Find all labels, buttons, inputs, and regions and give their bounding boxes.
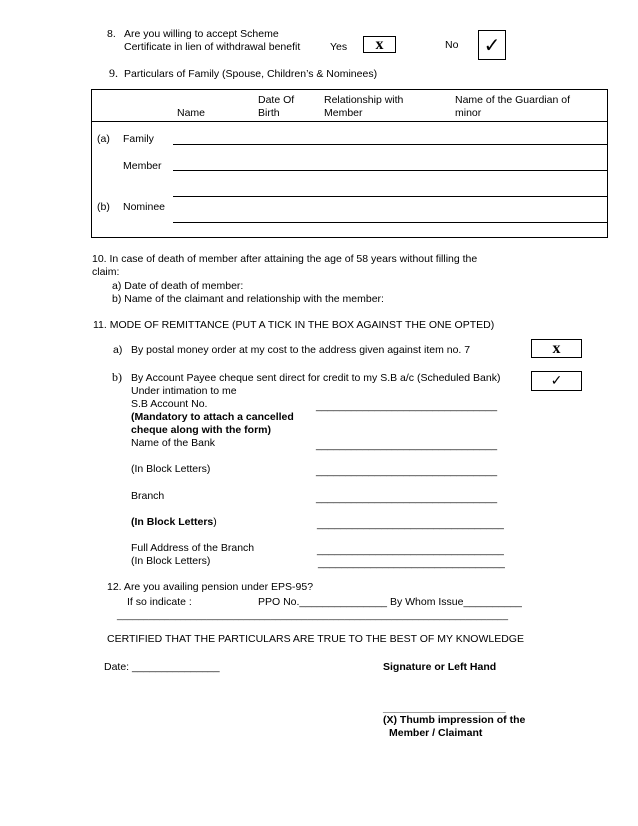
q8-no-label: No xyxy=(445,39,459,51)
header-guardian-line1: Name of the Guardian of xyxy=(455,94,570,106)
row-a-label-family: Family xyxy=(123,133,154,145)
header-relationship-line2: Member xyxy=(324,107,363,119)
q9-text: Particulars of Family (Spouse, Children’s & Nominees) xyxy=(124,68,378,80)
row-b-label-nominee: Nominee xyxy=(123,201,166,213)
sb-account-label: S.B Account No. xyxy=(131,398,208,410)
header-guardian-line2: minor xyxy=(455,107,482,119)
q8-no-checkbox[interactable]: ✓ xyxy=(478,30,506,60)
thumb-impression-line1: (X) Thumb impression of the xyxy=(383,714,526,726)
q11-option-b-checkbox[interactable]: ✓ xyxy=(531,371,582,391)
bank-block-letters-field[interactable]: _______________________________ xyxy=(316,465,498,477)
q11-option-a-letter: a) xyxy=(113,344,123,356)
full-address-field[interactable]: ________________________________ xyxy=(317,544,504,556)
full-address-block-letters-field[interactable]: ________________________________ xyxy=(318,557,505,569)
q11-option-a-text: By postal money order at my cost to the address given against item no. 7 xyxy=(131,344,471,356)
q12-if-so: If so indicate : xyxy=(127,596,192,608)
branch-block-letters-paren: ) xyxy=(213,516,217,528)
branch-label: Branch xyxy=(131,490,165,502)
signature-line[interactable]: _____________________ xyxy=(383,702,506,714)
row-b-letter: (b) xyxy=(97,201,110,213)
header-dob-line1: Date Of xyxy=(258,94,295,106)
row-a-letter: (a) xyxy=(97,133,110,145)
date-field[interactable]: Date: _______________ xyxy=(104,661,220,673)
mandatory-note-line2: cheque along with the form) xyxy=(131,424,272,436)
q11-option-a-checkbox[interactable]: x xyxy=(531,339,582,358)
q9-number: 9. xyxy=(109,66,118,80)
q10-line1: 10. In case of death of member after attaining the age of 58 years without filling the xyxy=(92,253,478,265)
q8-question-line2: Certificate in lien of withdrawal benefit xyxy=(124,41,301,53)
bank-name-field[interactable]: _______________________________ xyxy=(316,439,498,451)
q11-option-b-letter: b) xyxy=(112,370,122,384)
q10-item-b: b) Name of the claimant and relationship with the member: xyxy=(112,293,384,305)
branch-field[interactable]: _______________________________ xyxy=(316,492,498,504)
mandatory-note-line1: (Mandatory to attach a cancelled xyxy=(131,411,294,423)
family-member-entry-line-1[interactable] xyxy=(173,144,607,145)
bank-block-letters: (In Block Letters) xyxy=(131,463,211,475)
q8-number: 8. xyxy=(107,28,116,40)
branch-block-letters-bold: (In Block Letters xyxy=(131,516,214,528)
nominee-entry-line-1[interactable] xyxy=(173,196,607,197)
q10-line2: claim: xyxy=(92,266,120,278)
header-name: Name xyxy=(177,107,206,119)
under-intimation: Under intimation to me xyxy=(131,385,237,397)
q10-item-a: a) Date of death of member: xyxy=(112,280,244,292)
row-a-label-member: Member xyxy=(123,160,162,172)
branch-block-letters-field[interactable]: ________________________________ xyxy=(317,518,504,530)
q8-yes-checkbox[interactable]: x xyxy=(363,36,396,53)
bank-name-label: Name of the Bank xyxy=(131,437,216,449)
family-member-entry-line-2[interactable] xyxy=(173,170,607,171)
certification-statement: CERTIFIED THAT THE PARTICULARS ARE TRUE TO THE BEST OF MY KNOWLEDGE xyxy=(107,633,524,645)
sb-account-field[interactable]: _______________________________ xyxy=(316,400,498,412)
q8-question-line1: Are you willing to accept Scheme xyxy=(124,28,279,40)
q12-line1: 12. Are you availing pension under EPS-95? xyxy=(107,581,314,593)
q12-underline-row[interactable]: __________________________________________________________________________ xyxy=(117,610,508,621)
q11-heading: 11. MODE OF REMITTANCE (PUT A TICK IN THE BOX AGAINST THE ONE OPTED) xyxy=(93,319,495,331)
nominee-entry-line-2[interactable] xyxy=(173,222,607,223)
header-relationship-line1: Relationship with xyxy=(324,94,404,106)
full-address-block-letters: (In Block Letters) xyxy=(131,555,211,567)
branch-block-letters xyxy=(131,516,217,528)
thumb-impression-line2: Member / Claimant xyxy=(389,727,483,739)
full-address-label: Full Address of the Branch xyxy=(131,542,255,554)
q12-ppo-line[interactable]: PPO No._______________ By Whom Issue__________ xyxy=(258,596,522,608)
q11-option-b-text: By Account Payee cheque sent direct for credit to my S.B a/c (Scheduled Bank) xyxy=(131,372,501,384)
q8-yes-label: Yes xyxy=(330,41,348,53)
signature-label: Signature or Left Hand xyxy=(383,661,497,673)
header-dob-line2: Birth xyxy=(258,107,280,119)
